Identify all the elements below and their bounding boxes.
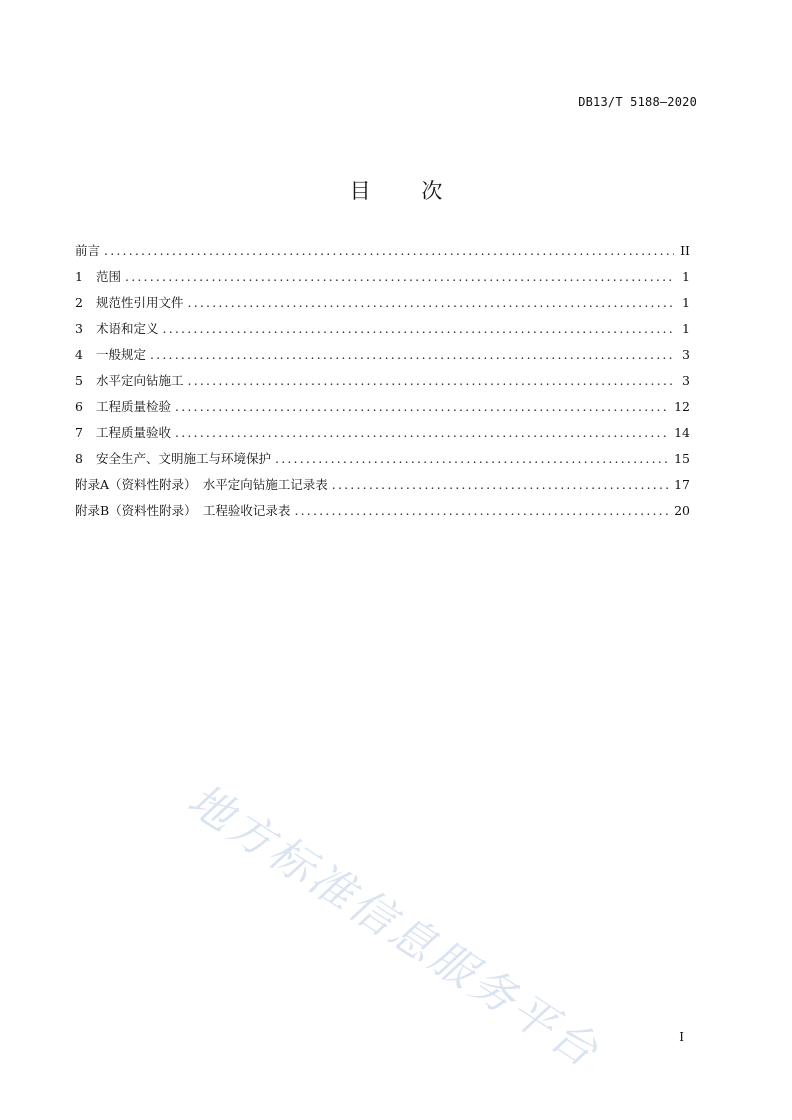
toc-entry-page: 12 [674,399,690,414]
toc-entry-page: 3 [682,347,690,362]
toc-entry-label: 术语和定义 [96,321,159,336]
toc-leader-dots [150,342,674,368]
document-code: DB13/T 5188—2020 [578,95,697,109]
toc-entry-label: 安全生产、文明施工与环境保护 [96,451,272,466]
toc-leader-dots [125,264,674,290]
toc-entry-number: 5 [75,373,83,388]
toc-leader-dots [188,290,674,316]
table-of-contents [75,238,690,524]
toc-entry-page: 1 [682,295,690,310]
toc-entry-label: 附录A（资料性附录） 水平定向钻施工记录表 [75,477,328,492]
toc-entry-appendix-b[interactable] [75,498,690,524]
toc-entry-number: 6 [75,399,83,414]
toc-entry-quality-inspection[interactable] [75,394,690,420]
toc-entry-page: 3 [682,373,690,388]
toc-entry-appendix-a[interactable] [75,472,690,498]
toc-entry-quality-acceptance[interactable] [75,420,690,446]
toc-entry-terms-definitions[interactable] [75,316,690,342]
toc-entry-page: 1 [682,269,690,284]
toc-entry-label: 工程质量检验 [96,399,172,414]
toc-entry-number: 7 [75,425,83,440]
toc-leader-dots [175,394,670,420]
toc-title: 目 次 [349,179,465,203]
toc-leader-dots [294,498,670,524]
toc-leader-dots [275,446,670,472]
toc-entry-page: 17 [674,477,690,492]
watermark: 地方标准信息服务平台 [178,774,609,1079]
toc-entry-hdd-construction[interactable] [75,368,690,394]
toc-entry-label: 附录B（资料性附录） 工程验收记录表 [75,503,291,518]
toc-entry-number: 2 [75,295,83,310]
toc-entry-page: 15 [674,451,690,466]
toc-entry-number: 1 [75,269,83,284]
toc-entry-label: 前言 [75,243,101,258]
toc-entry-page: 14 [674,425,690,440]
toc-entry-label: 规范性引用文件 [96,295,184,310]
toc-entry-page: 1 [682,321,690,336]
toc-entry-label: 一般规定 [96,347,147,362]
toc-entry-page: II [680,243,690,258]
toc-leader-dots [332,472,670,498]
toc-leader-dots [163,316,674,342]
toc-leader-dots [104,238,674,264]
toc-entry-normative-references[interactable] [75,290,690,316]
toc-entry-label: 范围 [96,269,122,284]
toc-entry-number: 4 [75,347,83,362]
toc-entry-page: 20 [674,503,690,518]
toc-entry-general-provisions[interactable] [75,342,690,368]
toc-entry-safety-environment[interactable] [75,446,690,472]
toc-entry-number: 3 [75,321,83,336]
toc-entry-foreword[interactable] [75,238,690,264]
toc-entry-label: 水平定向钻施工 [96,373,184,388]
toc-leader-dots [175,420,670,446]
toc-entry-scope[interactable] [75,264,690,290]
toc-entry-number: 8 [75,451,83,466]
toc-leader-dots [188,368,674,394]
page-number: I [679,1030,684,1044]
toc-entry-label: 工程质量验收 [96,425,172,440]
